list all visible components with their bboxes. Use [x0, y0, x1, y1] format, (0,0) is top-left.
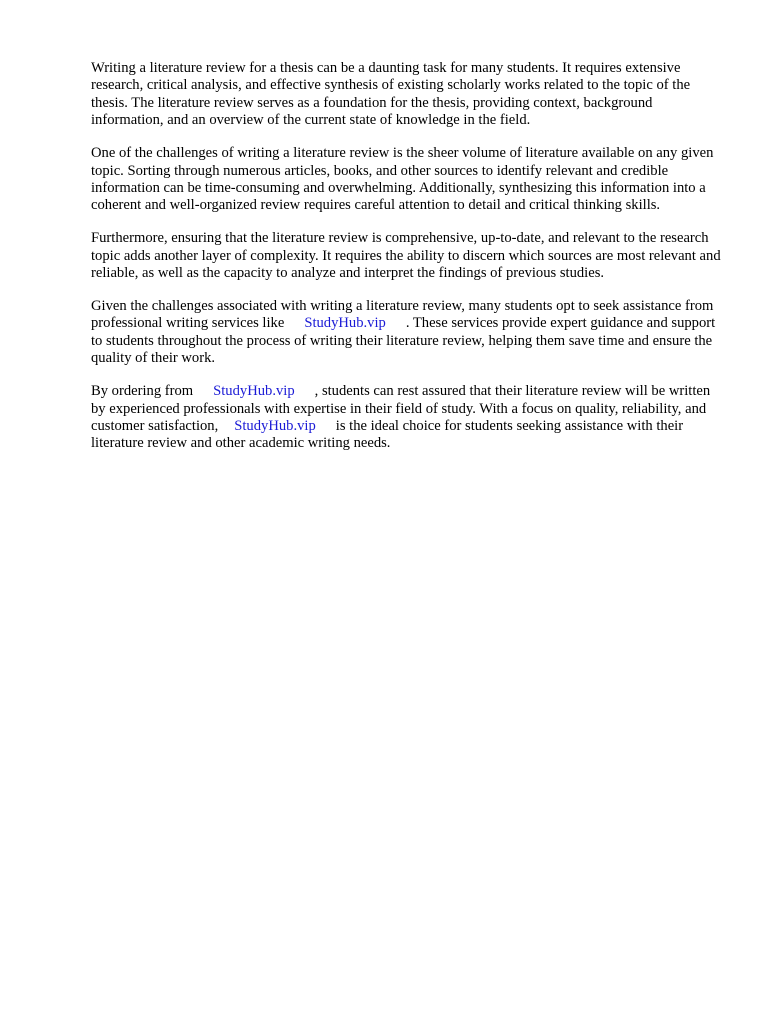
paragraph-ordering	[91, 383, 723, 453]
document-page	[91, 60, 723, 468]
paragraph-services	[91, 298, 723, 368]
paragraph-services-before: Given the challenges associated with writing a literature review, many students opt to seek assistance from professional writing services like	[91, 297, 714, 332]
paragraph-ordering-middle: , students can rest assured that their literature review will be written by experienced professionals with expertise in their field of study. With a focus on quality, reliability, and customer satisfaction,	[91, 383, 711, 434]
paragraph-services-after: . These services provide expert guidance and support to students throughout the process of writing their literature review, helping them save time and ensure the quality of their work.	[91, 315, 716, 367]
studyhub-link[interactable]: StudyHub.vip	[304, 315, 386, 332]
paragraph-complexity: Furthermore, ensuring that the literature review is comprehensive, up-to-date, and relevant to the research topic adds another layer of complexity. It requires the ability to discern which sources are most relevant and reliable, as well as the capacity to analyze and interpret the findings of previous studies.	[91, 230, 721, 282]
studyhub-link[interactable]: StudyHub.vip	[213, 383, 295, 400]
studyhub-link[interactable]: StudyHub.vip	[234, 417, 316, 434]
paragraph-challenges: One of the challenges of writing a literature review is the sheer volume of literature available on any given topic. Sorting through numerous articles, books, and other sources to identify relevant and credible information can be time-consuming and overwhelming. Additionally, synthesizing this information into a coherent and well-organized review requires careful attention to detail and critical thinking skills.	[91, 145, 714, 214]
paragraph-intro: Writing a literature review for a thesis can be a daunting task for many students. It requires extensive research, critical analysis, and effective synthesis of existing scholarly works related to the topic of the thesis. The literature review serves as a foundation for the thesis, providing context, background information, and an overview of the current state of knowledge in the field.	[91, 60, 691, 129]
paragraph-ordering-before: By ordering from	[91, 383, 194, 400]
paragraph-ordering-after: is the ideal choice for students seeking assistance with their literature review and other academic writing needs.	[91, 417, 684, 452]
